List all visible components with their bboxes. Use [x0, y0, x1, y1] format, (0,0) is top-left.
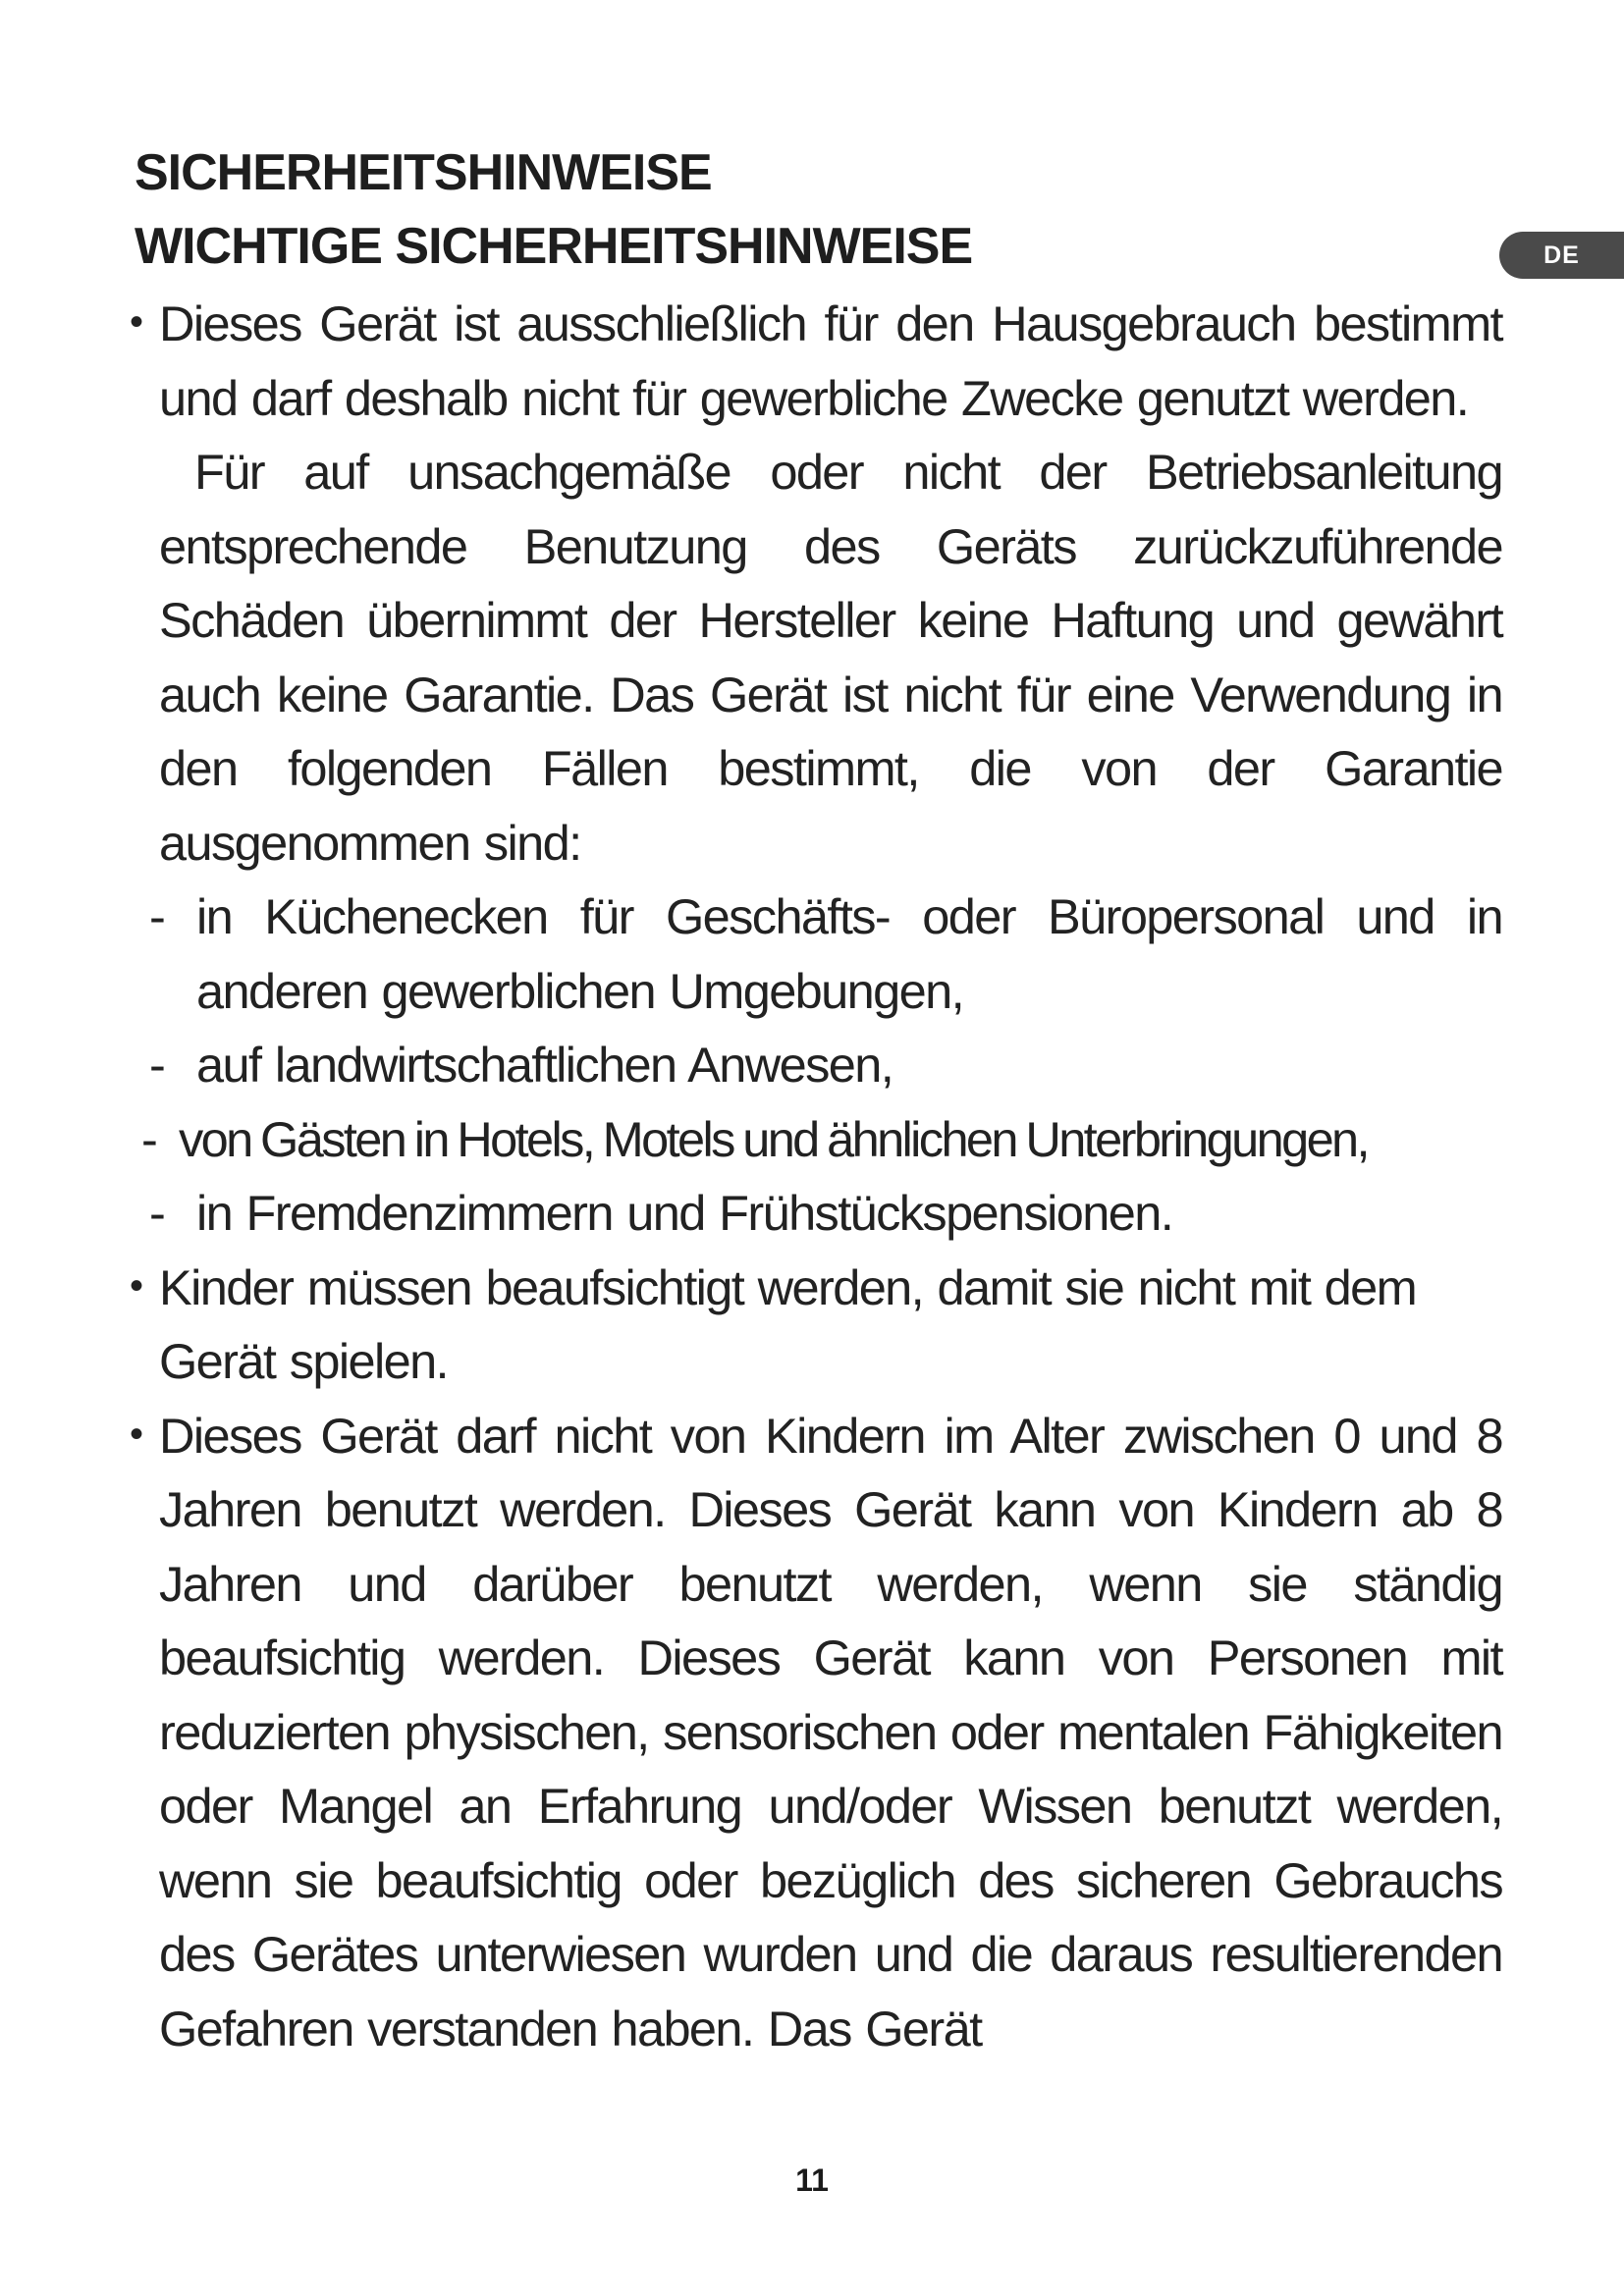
- dash-marker: -: [149, 1037, 165, 1093]
- bullet-marker: •: [130, 1412, 142, 1456]
- children-supervision-text: Kinder müssen beaufsichtigt werden, damit sie nicht mit dem Gerät spielen.: [159, 1258, 1417, 1389]
- page-number: 11: [795, 2163, 829, 2198]
- exclusion-text: in Küchenecken für Geschäfts- oder Büropersonal und in anderen gewerblichen Umgebungen,: [196, 888, 1502, 1019]
- age-restriction-text: Dieses Gerät darf nicht von Kindern im Alter zwischen 0 und 8 Jahren benutzt werden. Dieses Gerät kann von Kindern ab 8 Jahren und darüber benutzt werden, wenn sie ständig beaufsichtig werden. Dieses Gerät kann von Personen mit reduzierten physischen, sensorischen oder mentalen Fähigkeiten oder Mangel an Erfahrung und/oder Wissen benutzt werden, wenn sie beaufsichtig oder bezüglich des sicheren Gebrauchs des Gerätes unterwiesen wurden und die daraus resultierenden Gefahren verstanden haben. Das Gerät: [159, 1407, 1502, 2056]
- liability-paragraph: [128, 435, 1502, 880]
- dash-marker: -: [149, 888, 165, 944]
- language-tab: DE: [1499, 232, 1624, 279]
- bullet-marker: •: [130, 1263, 142, 1308]
- list-item: [128, 1251, 1502, 1399]
- household-use-text: Dieses Gerät ist ausschließlich für den Hausgebrauch bestimmt und darf deshalb nicht für gewerbliche Zwecke genutzt werden.: [159, 295, 1502, 426]
- section-title: WICHTIGE SICHERHEITSHINWEISE: [135, 218, 973, 275]
- exclusion-item: [128, 1028, 1502, 1102]
- exclusion-text: in Fremdenzimmern und Frühstückspensionen.: [196, 1185, 1173, 1241]
- dash-marker: -: [149, 1185, 165, 1241]
- list-item: [128, 1399, 1502, 2066]
- safety-text: [128, 287, 1502, 2065]
- page-title: SICHERHEITSHINWEISE: [135, 144, 712, 201]
- exclusion-item: [128, 880, 1502, 1028]
- exclusion-item: [128, 1176, 1502, 1251]
- exclusion-text: von Gästen in Hotels, Motels und ähnlichen Unterbringungen,: [179, 1110, 1368, 1167]
- dash-marker: -: [141, 1110, 156, 1167]
- exclusion-item: [128, 1102, 1502, 1177]
- liability-text: Für auf unsachgemäße oder nicht der Betriebsanleitung entsprechende Benutzung des Geräts zurückzuführende Schäden übernimmt der Hersteller keine Haftung und gewährt auch keine Garantie. Das Gerät ist nicht für eine Verwendung in den folgenden Fällen bestimmt, die von der Garantie ausgenommen sind:: [159, 444, 1502, 871]
- exclusion-text: auf landwirtschaftlichen Anwesen,: [196, 1037, 893, 1093]
- list-item: [128, 287, 1502, 435]
- bullet-marker: •: [130, 300, 142, 344]
